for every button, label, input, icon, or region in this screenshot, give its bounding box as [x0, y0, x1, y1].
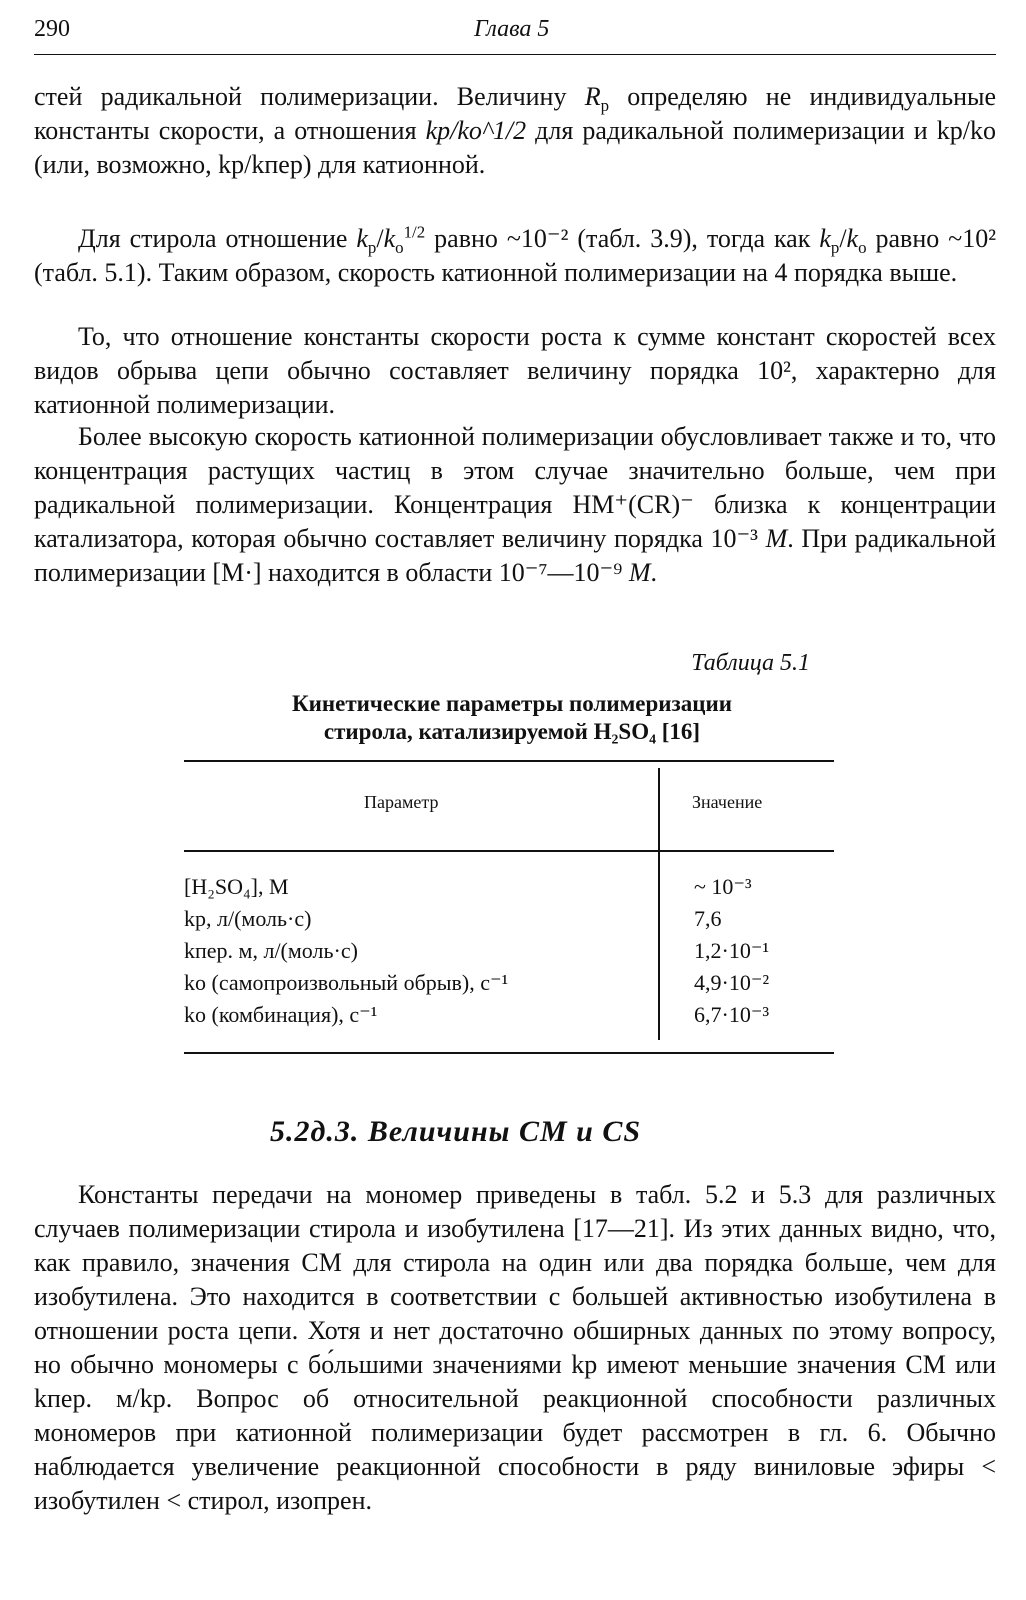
kinetic-parameters-table [184, 760, 834, 1054]
page-number: 290 [34, 16, 70, 42]
p2-text-b: равно ~10⁻² (табл. 3.9), тогда как [434, 224, 811, 253]
p4-text-a: Более высокую скорость катионной полимеризации обусловливает также и то, что концентрация растущих частиц в этом случае значительно больше, чем при радикальной полимеризации. Концентрация HM⁺(CR)⁻ близка к концентрации катализатора, которая обычно составляет величину порядка 10⁻³ [34, 422, 996, 553]
table-title-line2: стирола, катализируемой H₂SO₄ [16] [323, 719, 701, 744]
p1-line4: для катионной. [317, 150, 486, 179]
paragraph-high-rate [34, 420, 996, 590]
table-cell-value: 6,7·10⁻³ [694, 1002, 770, 1027]
table-cell-value: 1,2·10⁻¹ [694, 938, 770, 963]
p4-text-c: . [650, 558, 657, 587]
p1-line2-end: для [535, 116, 574, 145]
table-cell-param: ko (самопроизвольный обрыв), с⁻¹ [184, 970, 509, 995]
section-heading: 5.2д.3. Величины CM и CS [270, 1115, 642, 1148]
paragraph-styrene-ratio: Для стирола отношение $k_p/k_o^{1/2}$ равно ~10⁻² (табл. 3.9), тогда как $k_p/k_o$ равно ~10² (табл. 5.1). Таким образом, скорость катионной полимеризации на 4 порядка выше. [34, 222, 997, 287]
rp-subscript: p [600, 96, 610, 116]
table-row [184, 970, 834, 1002]
table-row [184, 906, 834, 938]
p4-unit-m: M [765, 524, 788, 553]
p1-ratio: kp/ko^1/2 [425, 116, 527, 145]
table-caption: Таблица 5.1 [691, 650, 810, 676]
p1-line1: стей радикальной полимеризации. Величину [34, 82, 567, 111]
paragraph-transfer-constants: Константы передачи на мономер приведены в табл. 5.2 и 5.3 для различных случаев полимеризации стирола и изобутилена [17—21]. Из этих данных видно, что, как правило, значения CM для стирола на один или два порядка больше, чем для изобутилена. Это находится в соответствии с большей активностью изобутилена в отношении роста цепи. Хотя и нет достаточно обширных данных по этому вопросу, но обычно мономеры с бо́льшими значениями kp имеют меньшие значения CM или kпер. м/kp. Вопрос об относительной реакционной способности различных мономеров при катионной полимеризации будет рассмотрен в гл. 6. Обычно наблюдается увеличение реакционной способности в ряду виниловые эфиры < изобутилен < стирол, изопрен. [34, 1180, 996, 1515]
table-cell-param: ko (комбинация), с⁻¹ [184, 1002, 378, 1027]
table-cell-param: kp, л/(моль·с) [184, 906, 312, 931]
paragraph-continuation [34, 80, 996, 182]
table-header-value: Значение [692, 792, 763, 812]
table-title-line1: Кинетические параметры полимеризации [291, 691, 733, 716]
table-cell-value: 7,6 [694, 906, 722, 931]
p2-text-a: Для стирола отношение [78, 224, 348, 253]
running-head: Глава 5 [474, 16, 550, 42]
table-cell-param: [H₂SO₄], M [184, 874, 289, 899]
table-row [184, 1002, 834, 1034]
paragraph-ratio-order: То, что отношение константы скорости роста к сумме констант скоростей всех видов обрыва цепи обычно составляет величину порядка 10², характерно для катионной полимеризации. [34, 322, 996, 419]
table-header-rule [184, 850, 658, 852]
p4-text-b: . При радикальной полимеризации [M·] находится в области 10⁻⁷—10⁻⁹ [34, 524, 997, 587]
table-cell-param: kпер. м, л/(моль·с) [184, 938, 358, 963]
p1-line2: не индивидуальные константы скорости, а отношения [34, 82, 997, 145]
table-title [180, 690, 844, 746]
table-row [184, 874, 834, 906]
rp-symbol: R [584, 82, 601, 111]
table-cell-value: ~ 10⁻³ [694, 874, 752, 899]
table-cell-value: 4,9·10⁻² [694, 970, 770, 995]
table-header-parameter: Параметр [364, 792, 439, 812]
table-header-rule-right [660, 850, 834, 852]
p1-line3: радикальной полимеризации и kp/ko (или, возможно, kp/kпер) [34, 116, 996, 179]
page-header [34, 14, 996, 55]
p2-text-c: равно ~10² (табл. 5.1). Таким образом, скорость катионной полимеризации на 4 порядка выше. [34, 224, 997, 287]
p1-line1-end: определяю [627, 82, 748, 111]
table-row [184, 938, 834, 970]
p4-unit-m-2: M [628, 558, 651, 587]
